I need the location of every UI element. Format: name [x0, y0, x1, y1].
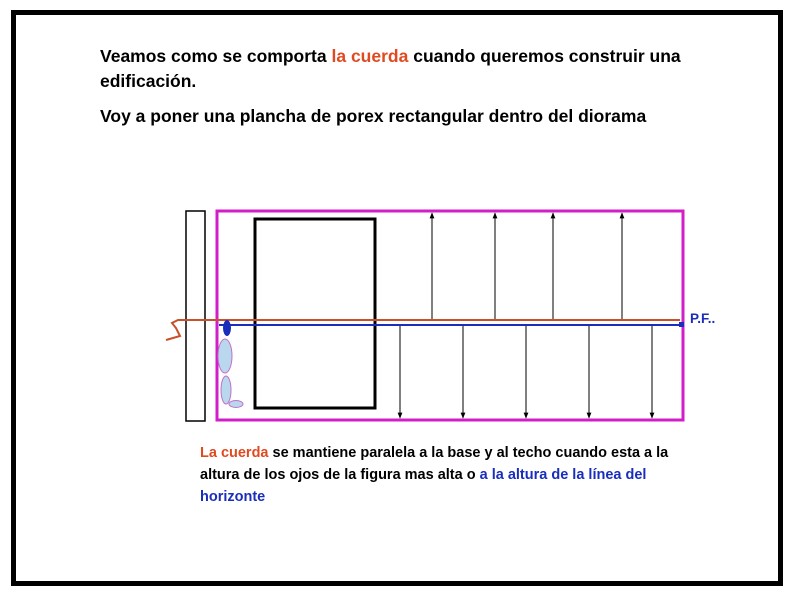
side-panel	[186, 211, 205, 421]
intro-paragraph-2: Voy a poner una plancha de porex rectangular dentro del diorama	[100, 106, 647, 126]
intro-text-after: cuando queremos construir una edificación.	[100, 46, 681, 91]
caption-highlight-cuerda: La cuerda	[200, 445, 269, 461]
vanishing-point-marker	[679, 322, 684, 327]
caption-text: se mantiene paralela a la base y al techo cuando esta a la altura de los ojos de la figura mas alta o	[200, 445, 669, 483]
figure-icon	[218, 320, 243, 408]
vanishing-point-label: P.F..	[690, 311, 716, 326]
porex-plank	[255, 219, 375, 408]
caption-highlight-horizonte: a la altura de la línea del horizonte	[200, 467, 647, 505]
intro-text-before: Veamos como se comporta	[100, 46, 332, 66]
caption	[200, 442, 680, 508]
intro-highlight-cuerda: la cuerda	[331, 46, 409, 66]
cord-line	[166, 320, 680, 340]
